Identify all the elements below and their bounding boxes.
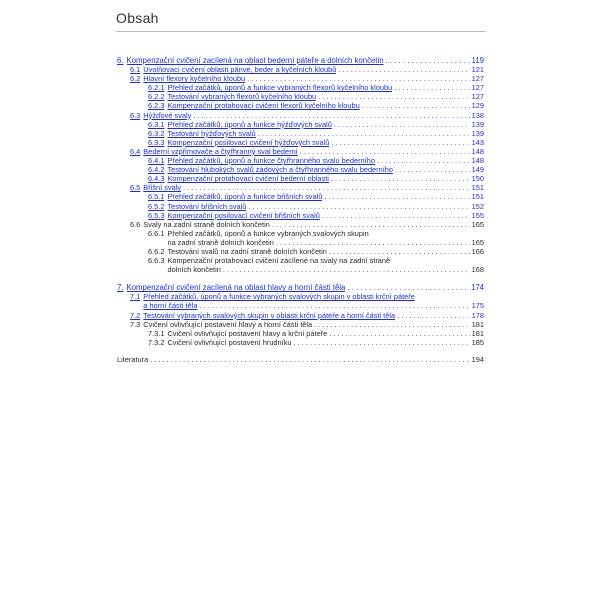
toc-entry-number: 7.3 — [130, 319, 141, 329]
toc-entry-title: Cvičení ovlivňující postavení hlavy a krční páteře — [167, 328, 328, 338]
dot-leader — [300, 147, 470, 156]
toc-entry-number: 6.2.1 — [148, 83, 165, 93]
toc-entry-continuation — [117, 265, 484, 274]
toc-entry-page: 174 — [470, 283, 484, 293]
toc-entry-number: 6.2.3 — [148, 101, 165, 111]
dot-leader — [247, 74, 469, 83]
toc-entry-page: 143 — [471, 137, 484, 147]
toc-entry — [117, 229, 484, 238]
toc-entry-number: 6.4 — [130, 146, 141, 156]
toc-entry-title: Přehled začátků, úponů a funkce hýžďových svalů — [167, 119, 332, 129]
toc-entry[interactable] — [117, 138, 484, 147]
toc-entry-page: 178 — [471, 310, 484, 320]
toc-entry-page: 129 — [471, 101, 484, 111]
toc-entry-page: 149 — [471, 165, 484, 175]
toc-entry[interactable] — [117, 101, 484, 110]
toc-entry-page: 119 — [471, 56, 484, 65]
toc-entry-number: 6.5.3 — [148, 210, 165, 220]
toc-entry-title-cont: na zadní straně dolních končetin — [167, 237, 274, 247]
toc-entry-title-cont: a horní části těla — [143, 301, 198, 311]
dot-leader — [329, 247, 470, 256]
toc-entry-title: Kompenzační posilovací cvičení hýžďových svalů — [167, 137, 330, 147]
dot-leader — [331, 174, 470, 183]
toc-entry-title: Kompenzační protahovací cvičení flexorů kyčelního kloubu — [167, 101, 360, 111]
dot-leader — [338, 65, 469, 74]
toc-entry — [117, 220, 484, 229]
toc-entry-title: Kompenzační cvičení zacílená na oblast bederní páteře a dolních končetin — [126, 56, 384, 65]
toc-entry — [117, 329, 484, 338]
toc-entry-number: 6.4.2 — [148, 165, 165, 175]
toc-entry-page: 155 — [471, 210, 484, 220]
toc-entry-title: Přehled začátků, úponů a funkce vybraných svalových skupin — [167, 228, 369, 238]
toc-entry-title: Hlavní flexory kyčelního kloubu — [143, 74, 246, 84]
dot-leader — [324, 192, 469, 201]
toc-entry-page: 127 — [471, 74, 484, 84]
dot-leader — [397, 311, 470, 320]
toc-entry-number: 7.3.1 — [148, 328, 165, 338]
toc-entry-title: Testování svalů na zadní straně dolních končetin — [167, 246, 327, 256]
toc-entry-number: 6.3.1 — [148, 119, 165, 129]
dot-leader — [248, 202, 469, 211]
toc-entry-page: 175 — [471, 301, 484, 311]
toc-entry[interactable] — [117, 65, 484, 74]
toc-entry[interactable] — [117, 56, 484, 65]
toc-entry-page: 121 — [471, 65, 484, 75]
title-divider — [116, 31, 486, 32]
toc-entry-page: 148 — [471, 146, 484, 156]
toc-entry-title: Literatura — [117, 354, 149, 364]
toc-entry[interactable] — [117, 147, 484, 156]
toc-entry[interactable] — [117, 202, 484, 211]
toc-entry-title: Břišní svaly — [143, 183, 182, 193]
toc-entry-title: Testování vybraných svalových skupin v oblasti krční páteře a horní části těla — [143, 310, 396, 320]
toc-entry-page: 152 — [471, 201, 484, 211]
dot-leader — [276, 238, 470, 247]
toc-entry-number: 6.3.3 — [148, 137, 165, 147]
toc-entry-title: Přehled začátků, úponů a funkce vybraných svalových skupin v oblasti krční páteře — [143, 292, 415, 302]
toc-entry-page: 166 — [471, 246, 484, 256]
table-of-contents — [117, 56, 484, 364]
toc-entry — [117, 355, 484, 364]
dot-leader — [334, 120, 470, 129]
toc-entry-title: Cvičení ovlivňující postavení hrudníku — [167, 337, 292, 347]
toc-entry-number: 6.6.2 — [148, 246, 165, 256]
toc-entry-number: 7.3.2 — [148, 337, 165, 347]
toc-entry — [117, 247, 484, 256]
toc-entry-title: Testování hlubokých svalů zádových a čtyřhranného svalu bederního — [167, 165, 394, 175]
toc-entry-title: Přehled začátků, úponů a funkce vybraných flexorů kyčelního kloubu — [167, 83, 393, 93]
toc-entry-title-cont: dolních končetin — [167, 265, 221, 275]
toc-entry-page: 181 — [471, 319, 484, 329]
page-title: Obsah — [116, 10, 159, 26]
toc-entry-number: 7.2 — [130, 310, 141, 320]
toc-entry[interactable] — [117, 92, 484, 101]
toc-entry-number: 6.4.1 — [148, 156, 165, 166]
dot-leader — [318, 92, 469, 101]
dot-leader — [322, 211, 470, 220]
toc-entry-number: 7. — [117, 283, 124, 293]
toc-entry[interactable] — [117, 211, 484, 220]
toc-entry-page: 150 — [471, 174, 484, 184]
toc-entry-number: 6. — [117, 56, 124, 65]
dot-leader — [394, 83, 469, 92]
toc-entry-title: Přehled začátků, úponů a funkce čtyřhranného svalu bederního — [167, 156, 375, 166]
toc-entry-page: 127 — [471, 92, 484, 102]
toc-entry[interactable] — [117, 156, 484, 165]
toc-entry-title: Kompenzační protahovací cvičení zacílené na svaly na zadní straně — [167, 256, 391, 266]
dot-leader — [314, 320, 470, 329]
toc-entry[interactable] — [117, 292, 484, 301]
toc-entry-title: Cvičení ovlivňující postavení hlavy a horní části těla — [143, 319, 313, 329]
toc-entry-page: 139 — [471, 119, 484, 129]
toc-entry[interactable] — [117, 111, 484, 120]
toc-entry-continuation[interactable] — [117, 301, 484, 310]
toc-entry[interactable] — [117, 283, 484, 292]
toc-entry-page: 139 — [471, 128, 484, 138]
toc-entry-number: 6.6 — [130, 219, 141, 229]
toc-entry[interactable] — [117, 83, 484, 92]
toc-entry-number: 6.6.3 — [148, 256, 165, 266]
dot-leader — [223, 265, 470, 274]
dot-leader — [386, 56, 470, 65]
toc-entry — [117, 256, 484, 265]
toc-entry-number: 6.1 — [130, 65, 141, 75]
toc-entry-number: 6.5 — [130, 183, 141, 193]
dot-leader — [150, 355, 469, 364]
toc-entry-title: Přehled začátků, úponů a funkce břišních svalů — [167, 192, 323, 202]
toc-entry[interactable] — [117, 120, 484, 129]
toc-entry-page: 165 — [471, 219, 484, 229]
toc-entry-page: 165 — [471, 237, 484, 247]
toc-entry-title: Kompenzační protahovací cvičení bederní oblasti — [167, 174, 329, 184]
dot-leader — [294, 338, 470, 347]
dot-leader — [331, 138, 469, 147]
toc-entry-title: Hýžďové svaly — [143, 110, 192, 120]
toc-entry-page: 181 — [471, 328, 484, 338]
toc-entry[interactable] — [117, 165, 484, 174]
toc-entry-title: Kompenzační posilovací cvičení břišních svalů — [167, 210, 320, 220]
toc-entry-title: Kompenzační cvičení zacílená na oblast hlavy a horní části těla — [126, 283, 346, 293]
toc-entry-title: Uvolňovací cvičení oblasti pánve, beder a kyčelních kloubů — [143, 65, 337, 75]
toc-entry[interactable] — [117, 183, 484, 192]
toc-entry-page: 185 — [471, 337, 484, 347]
toc-entry[interactable] — [117, 192, 484, 201]
toc-entry-number: 6.2 — [130, 74, 141, 84]
toc-entry-number: 6.3.2 — [148, 128, 165, 138]
toc-entry-page: 148 — [471, 156, 484, 166]
toc-entry-title: Bederní vzpřimovače a čtyřhranný sval bederní — [143, 146, 298, 156]
toc-entry-title: Testování hýžďových svalů — [167, 128, 256, 138]
toc-entry-page: 168 — [471, 265, 484, 275]
dot-leader — [258, 129, 470, 138]
dot-leader — [362, 101, 470, 110]
toc-entry-page: 194 — [471, 354, 484, 364]
toc-entry-page: 138 — [471, 110, 484, 120]
toc-entry — [117, 338, 484, 347]
dot-leader — [183, 183, 470, 192]
toc-entry-title: Testování vybraných flexorů kyčelního kloubu — [167, 92, 317, 102]
toc-entry-number: 6.2.2 — [148, 92, 165, 102]
toc-entry-number: 6.3 — [130, 110, 141, 120]
toc-entry-number: 6.4.3 — [148, 174, 165, 184]
toc-entry-page: 151 — [471, 192, 484, 202]
toc-entry-number: 7.1 — [130, 292, 141, 302]
dot-leader — [200, 301, 470, 310]
toc-entry[interactable] — [117, 311, 484, 320]
dot-leader — [329, 329, 469, 338]
toc-entry-number: 6.5.2 — [148, 201, 165, 211]
toc-entry-title: Testování břišních svalů — [167, 201, 247, 211]
dot-leader — [377, 156, 470, 165]
toc-entry-continuation — [117, 238, 484, 247]
toc-entry-number: 6.6.1 — [148, 228, 165, 238]
dot-leader — [193, 111, 469, 120]
toc-entry[interactable] — [117, 129, 484, 138]
toc-entry[interactable] — [117, 74, 484, 83]
toc-entry-number: 6.5.1 — [148, 192, 165, 202]
dot-leader — [395, 165, 470, 174]
toc-entry[interactable] — [117, 174, 484, 183]
toc-entry-page: 127 — [471, 83, 484, 93]
toc-entry-page: 151 — [471, 183, 484, 193]
toc-entry — [117, 320, 484, 329]
dot-leader — [347, 283, 469, 292]
toc-entry-title: Svaly na zadní straně dolních končetin — [143, 219, 270, 229]
dot-leader — [272, 220, 470, 229]
